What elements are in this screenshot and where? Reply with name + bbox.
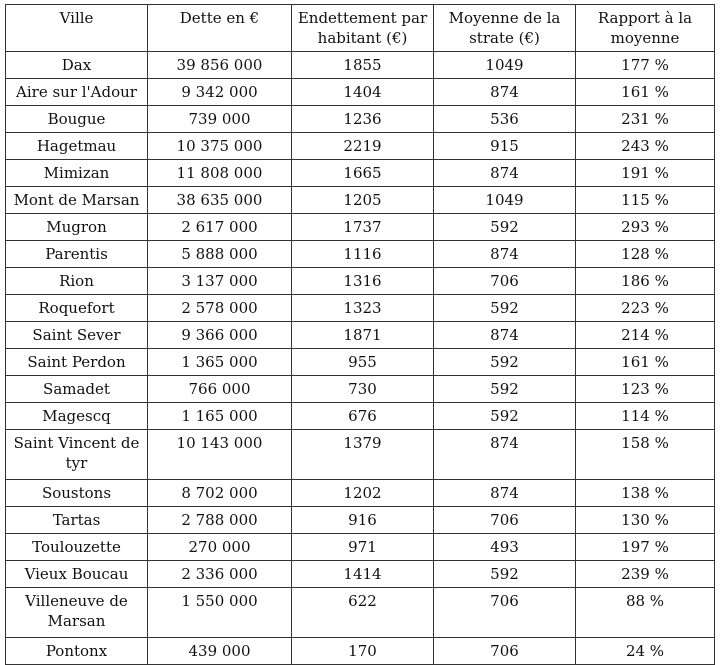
cell-moyenne: 915: [434, 133, 576, 160]
cell-dette: 2 617 000: [148, 214, 292, 241]
table-row: [6, 187, 715, 214]
cell-rapport: 115 %: [576, 187, 715, 214]
cell-endettement: 1379: [292, 430, 434, 480]
cell-endettement: 1202: [292, 480, 434, 507]
header-dette: Dette en €: [148, 5, 292, 52]
cell-rapport: 239 %: [576, 561, 715, 588]
cell-endettement: 1404: [292, 79, 434, 106]
header-ville: Ville: [6, 5, 148, 52]
cell-ville: Mimizan: [6, 160, 148, 187]
cell-moyenne: 874: [434, 430, 576, 480]
cell-moyenne: 1049: [434, 52, 576, 79]
cell-endettement: 1414: [292, 561, 434, 588]
cell-rapport: 231 %: [576, 106, 715, 133]
cell-moyenne: 592: [434, 403, 576, 430]
cell-rapport: 197 %: [576, 534, 715, 561]
cell-moyenne: 706: [434, 507, 576, 534]
cell-dette: 1 165 000: [148, 403, 292, 430]
cell-ville: Saint Perdon: [6, 349, 148, 376]
cell-endettement: 622: [292, 588, 434, 638]
cell-ville: Tartas: [6, 507, 148, 534]
cell-moyenne: 1049: [434, 187, 576, 214]
cell-ville: Rion: [6, 268, 148, 295]
debt-table: [5, 4, 715, 665]
cell-dette: 270 000: [148, 534, 292, 561]
table-row: [6, 403, 715, 430]
table-row: [6, 534, 715, 561]
table-row: [6, 430, 715, 480]
cell-rapport: 123 %: [576, 376, 715, 403]
cell-dette: 10 375 000: [148, 133, 292, 160]
cell-ville: Saint Vincent de tyr: [6, 430, 148, 480]
table-row: [6, 588, 715, 638]
table-row: [6, 52, 715, 79]
table-row: [6, 214, 715, 241]
cell-ville: Parentis: [6, 241, 148, 268]
cell-ville: Bougue: [6, 106, 148, 133]
cell-rapport: 223 %: [576, 295, 715, 322]
cell-rapport: 161 %: [576, 349, 715, 376]
header-row: [6, 5, 715, 52]
cell-endettement: 730: [292, 376, 434, 403]
cell-ville: Mugron: [6, 214, 148, 241]
cell-dette: 1 550 000: [148, 588, 292, 638]
cell-moyenne: 592: [434, 349, 576, 376]
cell-endettement: 1737: [292, 214, 434, 241]
cell-dette: 739 000: [148, 106, 292, 133]
cell-endettement: 1316: [292, 268, 434, 295]
cell-moyenne: 706: [434, 638, 576, 665]
cell-dette: 3 137 000: [148, 268, 292, 295]
cell-rapport: 158 %: [576, 430, 715, 480]
cell-endettement: 1665: [292, 160, 434, 187]
cell-ville: Toulouzette: [6, 534, 148, 561]
cell-moyenne: 493: [434, 534, 576, 561]
cell-ville: Hagetmau: [6, 133, 148, 160]
cell-endettement: 1236: [292, 106, 434, 133]
cell-ville: Roquefort: [6, 295, 148, 322]
cell-moyenne: 874: [434, 480, 576, 507]
table-row: [6, 322, 715, 349]
cell-dette: 2 578 000: [148, 295, 292, 322]
cell-endettement: 1116: [292, 241, 434, 268]
cell-moyenne: 536: [434, 106, 576, 133]
cell-moyenne: 706: [434, 268, 576, 295]
cell-moyenne: 874: [434, 322, 576, 349]
cell-ville: Soustons: [6, 480, 148, 507]
cell-ville: Magescq: [6, 403, 148, 430]
cell-moyenne: 874: [434, 160, 576, 187]
header-endettement: Endettement par habitant (€): [292, 5, 434, 52]
cell-rapport: 186 %: [576, 268, 715, 295]
cell-ville: Saint Sever: [6, 322, 148, 349]
cell-endettement: 1323: [292, 295, 434, 322]
cell-rapport: 243 %: [576, 133, 715, 160]
cell-endettement: 2219: [292, 133, 434, 160]
header-moyenne: Moyenne de la strate (€): [434, 5, 576, 52]
cell-rapport: 214 %: [576, 322, 715, 349]
table-row: [6, 349, 715, 376]
cell-rapport: 130 %: [576, 507, 715, 534]
cell-dette: 10 143 000: [148, 430, 292, 480]
cell-rapport: 128 %: [576, 241, 715, 268]
cell-moyenne: 592: [434, 295, 576, 322]
cell-endettement: 1871: [292, 322, 434, 349]
cell-dette: 439 000: [148, 638, 292, 665]
table-row: [6, 106, 715, 133]
cell-rapport: 191 %: [576, 160, 715, 187]
cell-dette: 2 788 000: [148, 507, 292, 534]
cell-ville: Samadet: [6, 376, 148, 403]
cell-endettement: 955: [292, 349, 434, 376]
table-row: [6, 133, 715, 160]
cell-endettement: 971: [292, 534, 434, 561]
cell-moyenne: 592: [434, 214, 576, 241]
cell-dette: 11 808 000: [148, 160, 292, 187]
header-rapport: Rapport à la moyenne: [576, 5, 715, 52]
cell-endettement: 1855: [292, 52, 434, 79]
cell-dette: 38 635 000: [148, 187, 292, 214]
table-row: [6, 268, 715, 295]
table-row: [6, 561, 715, 588]
cell-rapport: 114 %: [576, 403, 715, 430]
cell-rapport: 88 %: [576, 588, 715, 638]
cell-ville: Dax: [6, 52, 148, 79]
cell-rapport: 293 %: [576, 214, 715, 241]
cell-dette: 9 366 000: [148, 322, 292, 349]
cell-endettement: 916: [292, 507, 434, 534]
cell-moyenne: 874: [434, 241, 576, 268]
table-body: [6, 52, 715, 665]
cell-rapport: 138 %: [576, 480, 715, 507]
cell-rapport: 161 %: [576, 79, 715, 106]
cell-dette: 2 336 000: [148, 561, 292, 588]
cell-rapport: 177 %: [576, 52, 715, 79]
table-row: [6, 480, 715, 507]
table-row: [6, 79, 715, 106]
cell-moyenne: 592: [434, 376, 576, 403]
cell-moyenne: 874: [434, 79, 576, 106]
cell-dette: 1 365 000: [148, 349, 292, 376]
cell-ville: Mont de Marsan: [6, 187, 148, 214]
cell-moyenne: 592: [434, 561, 576, 588]
cell-dette: 766 000: [148, 376, 292, 403]
cell-ville: Vieux Boucau: [6, 561, 148, 588]
table-row: [6, 638, 715, 665]
table-row: [6, 376, 715, 403]
cell-dette: 8 702 000: [148, 480, 292, 507]
cell-endettement: 1205: [292, 187, 434, 214]
cell-moyenne: 706: [434, 588, 576, 638]
cell-dette: 5 888 000: [148, 241, 292, 268]
cell-rapport: 24 %: [576, 638, 715, 665]
cell-endettement: 170: [292, 638, 434, 665]
cell-dette: 39 856 000: [148, 52, 292, 79]
cell-endettement: 676: [292, 403, 434, 430]
cell-ville: Aire sur l'Adour: [6, 79, 148, 106]
cell-ville: Pontonx: [6, 638, 148, 665]
table-row: [6, 507, 715, 534]
table-row: [6, 160, 715, 187]
cell-dette: 9 342 000: [148, 79, 292, 106]
table-row: [6, 295, 715, 322]
table-row: [6, 241, 715, 268]
cell-ville: Villeneuve de Marsan: [6, 588, 148, 638]
